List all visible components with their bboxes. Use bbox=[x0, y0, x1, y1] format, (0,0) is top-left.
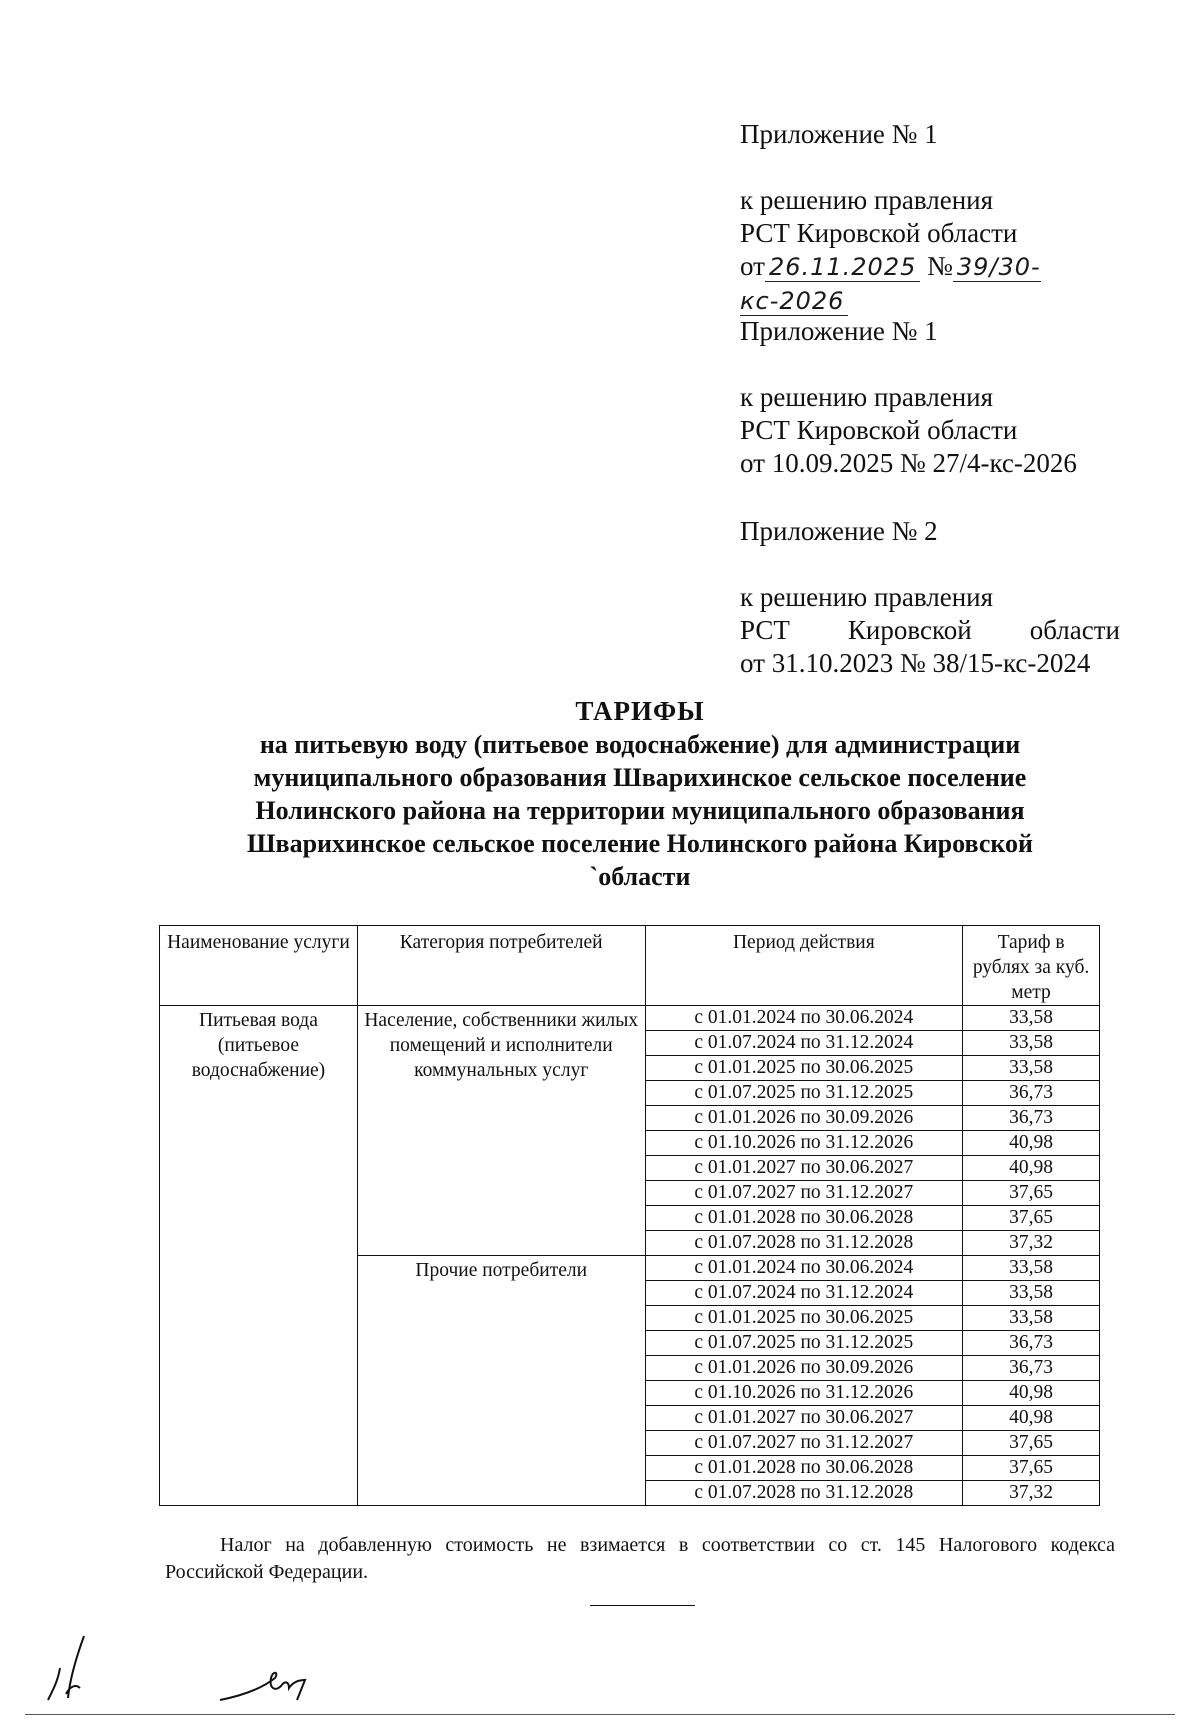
header-service: Наименование услуги bbox=[160, 926, 358, 1006]
period-cell: с 01.01.2028 по 30.06.2028 bbox=[645, 1456, 963, 1481]
header-category: Категория потребителей bbox=[357, 926, 645, 1006]
period-cell: с 01.10.2026 по 31.12.2026 bbox=[645, 1381, 963, 1406]
appendix-line: РСТ Кировской области bbox=[740, 415, 1018, 445]
tariff-cell: 40,98 bbox=[963, 1131, 1100, 1156]
appendix-title: Приложение № 1 bbox=[740, 316, 938, 346]
appendix-justified-line bbox=[740, 614, 1120, 647]
period-cell: с 01.01.2027 по 30.06.2027 bbox=[645, 1406, 963, 1431]
document-title bbox=[160, 695, 1120, 893]
period-cell: с 01.01.2026 по 30.09.2026 bbox=[645, 1356, 963, 1381]
title-line: муниципального образования Шварихинское сельское поселение bbox=[253, 763, 1027, 792]
tariff-cell: 37,65 bbox=[963, 1181, 1100, 1206]
table-header-row bbox=[160, 926, 1100, 1006]
appendix-line: от 31.10.2023 № 38/15-кс-2024 bbox=[740, 648, 1091, 678]
header-period: Период действия bbox=[645, 926, 963, 1006]
title-line: Нолинского района на территории муниципального образования bbox=[255, 796, 1025, 825]
period-cell: с 01.01.2025 по 30.06.2025 bbox=[645, 1306, 963, 1331]
number-prefix: № bbox=[927, 251, 953, 281]
appendix-block-3 bbox=[740, 515, 1120, 680]
appendix-block-1 bbox=[740, 118, 1120, 318]
tariff-cell: 36,73 bbox=[963, 1331, 1100, 1356]
tariff-cell: 36,73 bbox=[963, 1106, 1100, 1131]
table-row bbox=[160, 1006, 1100, 1031]
period-cell: с 01.01.2025 по 30.06.2025 bbox=[645, 1056, 963, 1081]
period-cell: с 01.10.2026 по 31.12.2026 bbox=[645, 1131, 963, 1156]
period-cell: с 01.07.2024 по 31.12.2024 bbox=[645, 1031, 963, 1056]
appendix-date-line bbox=[740, 250, 1120, 318]
tariff-cell: 37,65 bbox=[963, 1431, 1100, 1456]
vat-footnote: Налог на добавленную стоимость не взимается в соответствии со ст. 145 Налогового кодекса Российской Федерации. bbox=[165, 1534, 1115, 1583]
tariff-cell: 33,58 bbox=[963, 1006, 1100, 1031]
period-cell: с 01.07.2028 по 31.12.2028 bbox=[645, 1481, 963, 1506]
tariff-cell: 37,32 bbox=[963, 1231, 1100, 1256]
bottom-scan-edge bbox=[25, 1714, 1175, 1715]
tariff-cell: 33,58 bbox=[963, 1306, 1100, 1331]
appendix-line: к решению правления bbox=[740, 582, 994, 612]
signature-mark bbox=[215, 1660, 325, 1710]
tariff-cell: 33,58 bbox=[963, 1031, 1100, 1056]
period-cell: с 01.07.2027 по 31.12.2027 bbox=[645, 1431, 963, 1456]
period-cell: с 01.01.2024 по 30.06.2024 bbox=[645, 1006, 963, 1031]
tariff-cell: 37,32 bbox=[963, 1481, 1100, 1506]
tariff-table bbox=[159, 925, 1100, 1506]
tariff-cell: 33,58 bbox=[963, 1256, 1100, 1281]
period-cell: с 01.01.2024 по 30.06.2024 bbox=[645, 1256, 963, 1281]
period-cell: с 01.01.2027 по 30.06.2027 bbox=[645, 1156, 963, 1181]
appendix-block-2 bbox=[740, 315, 1120, 480]
title-line: на питьевую воду (питьевое водоснабжение) для администрации bbox=[259, 730, 1021, 759]
end-divider bbox=[590, 1605, 695, 1606]
initials-mark-left bbox=[40, 1628, 100, 1718]
appendix-title: Приложение № 2 bbox=[740, 516, 938, 546]
period-cell: с 01.01.2026 по 30.09.2026 bbox=[645, 1106, 963, 1131]
justified-word: РСТ bbox=[740, 615, 790, 645]
justified-word: области bbox=[1029, 615, 1120, 645]
tariff-cell: 40,98 bbox=[963, 1156, 1100, 1181]
tariff-cell: 37,65 bbox=[963, 1456, 1100, 1481]
appendix-line: РСТ Кировской области bbox=[740, 218, 1018, 248]
table-body bbox=[160, 1006, 1100, 1506]
appendix-line: к решению правления bbox=[740, 185, 994, 215]
handwritten-number: 39/30-кс-2026 bbox=[740, 253, 1041, 315]
period-cell: с 01.01.2028 по 30.06.2028 bbox=[645, 1206, 963, 1231]
tariff-cell: 40,98 bbox=[963, 1406, 1100, 1431]
appendix-line: от 10.09.2025 № 27/4-кс-2026 bbox=[740, 448, 1077, 478]
tariff-cell: 36,73 bbox=[963, 1081, 1100, 1106]
title-main: ТАРИФЫ bbox=[575, 696, 705, 726]
appendix-title: Приложение № 1 bbox=[740, 119, 938, 149]
appendix-line: к решению правления bbox=[740, 382, 994, 412]
period-cell: с 01.07.2025 по 31.12.2025 bbox=[645, 1081, 963, 1106]
tariff-cell: 36,73 bbox=[963, 1356, 1100, 1381]
tariff-cell: 33,58 bbox=[963, 1056, 1100, 1081]
period-cell: с 01.07.2024 по 31.12.2024 bbox=[645, 1281, 963, 1306]
date-prefix: от bbox=[740, 251, 765, 281]
tariff-cell: 37,65 bbox=[963, 1206, 1100, 1231]
justified-word: Кировской bbox=[847, 615, 972, 645]
service-name-cell: Питьевая вода (питьевое водоснабжение) bbox=[160, 1006, 358, 1506]
title-line: `области bbox=[589, 862, 691, 891]
period-cell: с 01.07.2025 по 31.12.2025 bbox=[645, 1331, 963, 1356]
period-cell: с 01.07.2027 по 31.12.2027 bbox=[645, 1181, 963, 1206]
category-cell: Прочие потребители bbox=[357, 1256, 645, 1506]
handwritten-date: 26.11.2025 bbox=[765, 253, 920, 282]
header-tariff: Тариф в рублях за куб. метр bbox=[963, 926, 1100, 1006]
tariff-cell: 33,58 bbox=[963, 1281, 1100, 1306]
tariff-cell: 40,98 bbox=[963, 1381, 1100, 1406]
period-cell: с 01.07.2028 по 31.12.2028 bbox=[645, 1231, 963, 1256]
category-cell: Население, собственники жилых помещений и исполнители коммунальных услуг bbox=[357, 1006, 645, 1256]
title-line: Шварихинское сельское поселение Нолинского района Кировской bbox=[246, 829, 1034, 858]
